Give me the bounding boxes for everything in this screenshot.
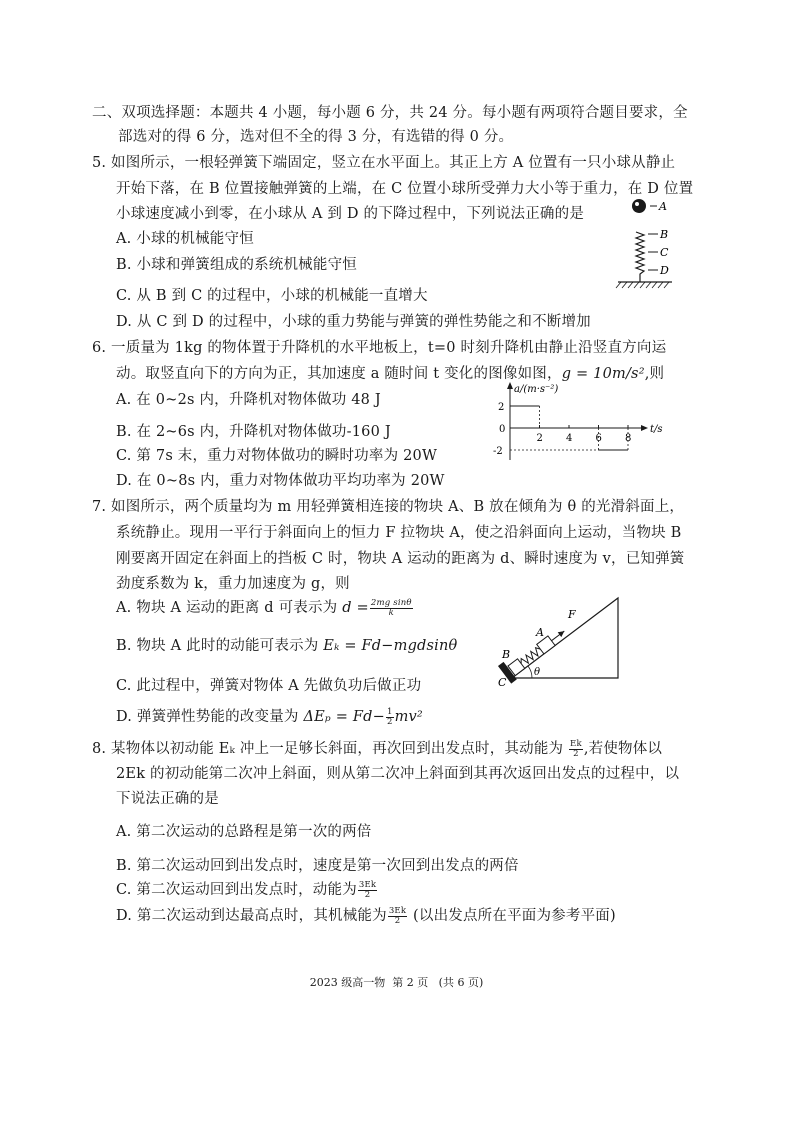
q7-stem-4: 劲度系数为 k，重力加速度为 g，则 (116, 576, 350, 592)
label-d: D (660, 264, 669, 277)
q8-option-b: B. 第二次运动回到出发点时，速度是第一次回到出发点的两倍 (116, 858, 519, 874)
section-title: 二、双项选择题：本题共 4 小题，每小题 6 分，共 24 分。每小题有两项符合题目要求，全 (92, 105, 688, 121)
y-tick-label: -2 (493, 446, 503, 457)
x-tick-label: 6 (595, 433, 602, 444)
q8-stem-1-tail: ,若使物体以 (583, 741, 663, 757)
q7-option-a-lhs: d = (342, 600, 369, 616)
q7-option-d (116, 707, 423, 727)
q8-option-a: A. 第二次运动的总路程是第一次的两倍 (116, 824, 372, 840)
q7-stem-2: 系统静止。现用一平行于斜面向上的恒力 F 拉物块 A，使之沿斜面向上运动，当物块 B (116, 525, 682, 541)
origin-label: 0 (499, 424, 506, 435)
q8-option-c-den: 2 (364, 889, 371, 900)
q8-option-d-den: 2 (394, 915, 401, 926)
q5-stem-1: 5. 如图所示，一根轻弹簧下端固定，竖立在水平面上。其正上方 A 位置有一只小球从静止 (92, 155, 676, 171)
y-axis-label: a/(m·s⁻²) (514, 384, 559, 395)
q5-stem-3: 小球速度减小到零，在小球从 A 到 D 的下降过程中，下列说法正确的是 (116, 206, 585, 222)
q7-incline-figure (490, 594, 630, 690)
label-c: C (660, 246, 669, 259)
q6-option-b: B. 在 2~6s 内，升降机对物体做功-160 J (116, 424, 391, 440)
q8-stem-3: 下说法正确的是 (116, 791, 219, 807)
q8-option-d-text: D. 第二次运动到达最高点时，其机械能为 (116, 908, 387, 924)
spring-icon (636, 232, 644, 282)
y-axis-arrow (507, 382, 513, 389)
q8-stem-1 (92, 739, 662, 759)
q7-option-a (116, 598, 414, 618)
q6-stem-2-tail: ,则 (644, 366, 665, 382)
q7-option-d-expr2: mv² (394, 709, 423, 725)
q7-stem-1: 7. 如图所示，两个质量均为 m 用轻弹簧相连接的物块 A、B 放在倾角为 θ 的光滑斜面上， (92, 499, 685, 515)
label-a: A (536, 626, 544, 639)
q8-option-c-num: 3Ek (358, 879, 377, 890)
q7-option-a-num: 2mg sinθ (370, 597, 412, 608)
y-tick-label: 2 (498, 402, 505, 413)
q7-option-b-expr: Eₖ = Fd−mgdsinθ (323, 638, 458, 654)
q7-option-b (116, 636, 457, 656)
q7-option-d-fraction (386, 708, 394, 727)
q7-option-d-expr1: ΔEₚ = Fd− (303, 709, 385, 725)
q6-acceleration-chart (488, 380, 668, 470)
ball-icon (632, 199, 646, 213)
label-b: B (502, 648, 511, 661)
q8-option-c-text: C. 第二次运动回到出发点时，动能为 (116, 882, 357, 898)
x-tick-label: 4 (566, 433, 573, 444)
q6-option-d: D. 在 0~8s 内，重力对物体做功平均功率为 20W (116, 473, 445, 489)
q7-option-d-den: 2 (386, 716, 393, 727)
q5-spring-figure (612, 196, 698, 296)
x-axis-label: t/s (650, 424, 663, 435)
q7-option-b-text: B. 物块 A 此时的动能可表示为 (116, 638, 324, 654)
q7-option-a-fraction (370, 599, 413, 618)
q6-option-c: C. 第 7s 末，重力对物体做功的瞬时功率为 20W (116, 448, 438, 464)
label-theta: θ (534, 667, 541, 678)
section-instructions: 部选对的得 6 分，选对但不全的得 3 分，有选错的得 0 分。 (118, 129, 514, 145)
q6-stem-1: 6. 一质量为 1kg 的物体置于升降机的水平地板上，t=0 时刻升降机由静止沿竖直方向运 (92, 340, 667, 356)
label-c: C (498, 676, 507, 689)
q6-gravity-expr: g = 10m/s² (561, 366, 645, 382)
q6-option-a: A. 在 0~2s 内，升降机对物体做功 48 J (116, 392, 381, 408)
q7-option-c: C. 此过程中，弹簧对物体 A 先做负功后做正功 (116, 678, 422, 694)
q5-option-c: C. 从 B 到 C 的过程中，小球的机械能一直增大 (116, 288, 428, 304)
x-axis-arrow (641, 425, 648, 431)
q5-stem-2: 开始下落，在 B 位置接触弹簧的上端，在 C 位置小球所受弹力大小等于重力，在 D 位置 (116, 181, 694, 197)
q8-option-c-fraction (358, 881, 377, 900)
q7-stem-3: 刚要离开固定在斜面上的挡板 C 时，物块 A 运动的距离为 d、瞬时速度为 v，已知弹簧 (116, 551, 685, 567)
x-tick-label: 8 (625, 433, 632, 444)
x-tick-label: 2 (536, 433, 543, 444)
q8-option-d (116, 906, 616, 926)
q7-option-a-text: A. 物块 A 运动的距离 d 可表示为 (116, 600, 343, 616)
q5-option-b: B. 小球和弹簧组成的系统机械能守恒 (116, 257, 357, 273)
incline-triangle (512, 598, 618, 678)
label-a: A (659, 200, 667, 213)
q8-stem-2: 2Ek 的初动能第二次冲上斜面，则从第二次冲上斜面到其再次返回出发点的过程中，以 (116, 766, 680, 782)
label-b: B (660, 228, 669, 241)
q5-option-a: A. 小球的机械能守恒 (116, 231, 254, 247)
q8-option-d-fraction (388, 907, 407, 926)
q8-stem-1-text: 8. 某物体以初动能 Eₖ 冲上一足够长斜面，再次回到出发点时，其动能为 (92, 741, 569, 757)
q6-stem-2-text: 动。取竖直向下的方向为正，其加速度 a 随时间 t 变化的图像如图， (116, 366, 562, 382)
q7-option-d-num: 1 (386, 706, 393, 717)
q7-option-d-text: D. 弹簧弹性势能的改变量为 (116, 709, 304, 725)
q8-stem-num: Ek (570, 738, 582, 749)
label-f: F (568, 608, 576, 621)
q8-stem-den: 2 (573, 748, 579, 759)
q8-option-d-tail: (以出发点所在平面为参考平面) (413, 908, 616, 924)
page-footer: 2023 级高一物 第 2 页 (共 6 页) (309, 976, 484, 989)
q5-option-d: D. 从 C 到 D 的过程中，小球的重力势能与弹簧的弹性势能之和不断增加 (116, 314, 591, 330)
q8-stem-fraction (569, 740, 583, 759)
q7-option-a-den: k (388, 607, 394, 618)
q8-option-d-num: 3Ek (388, 905, 407, 916)
q8-option-c (116, 880, 378, 900)
